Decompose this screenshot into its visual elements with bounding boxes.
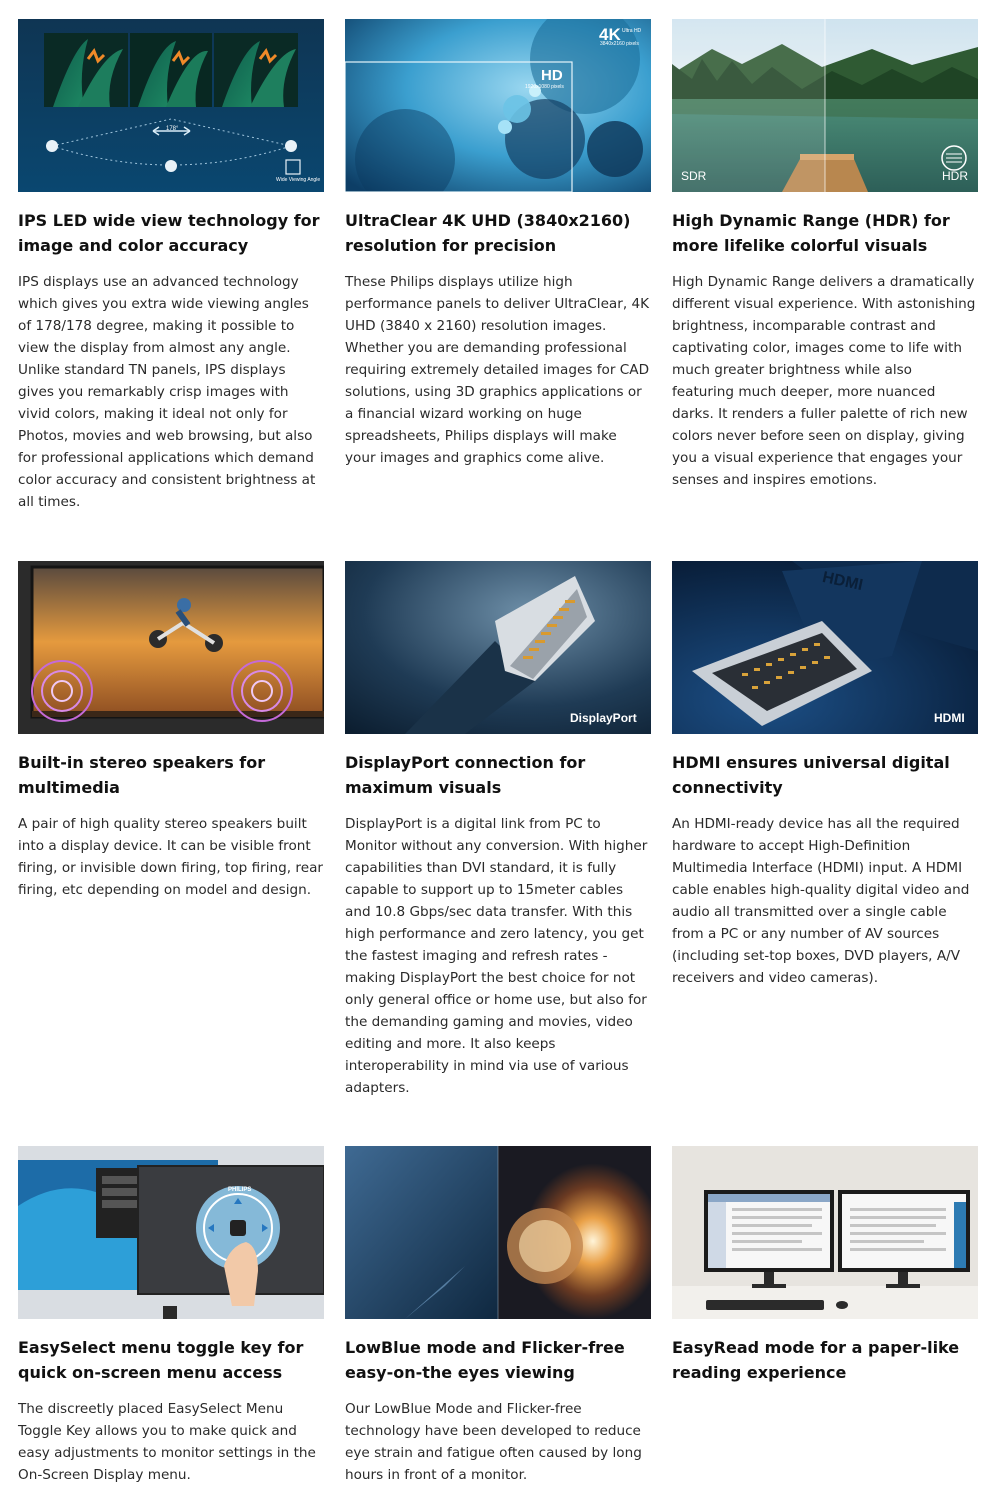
feature-description: High Dynamic Range delivers a dramatically different visual experience. With astonishing brightness, incomparable contrast and captivating color, images come to life with much greater brightness while also featuring much deeper, more nuanced darks. It renders a fuller palette of rich new colors never before seen on display, giving you a visual experience that engages your senses and inspires emotions. (672, 274, 976, 488)
feature-card-easyselect (18, 1146, 324, 1486)
displayport-image (345, 561, 651, 734)
feature-card-4k (345, 19, 651, 469)
feature-title: LowBlue mode and Flicker-free easy-on-the eyes viewing (345, 1338, 625, 1382)
feature-title: UltraClear 4K UHD (3840x2160) resolution for precision (345, 211, 631, 255)
lowblue-flicker-free-image (345, 1146, 651, 1319)
feature-title: HDMI ensures universal digital connectivity (672, 753, 950, 797)
feature-description: These Philips displays utilize high performance panels to deliver UltraClear, 4K UHD (3840 x 2160) resolution images. Whether you are demanding professional requiring extremely detailed images for CAD solutions, using 3D graphics applications or a financial wizard working on huge spreadsheets, Philips displays will make your images and graphics come alive. (345, 274, 650, 466)
hdr-comparison-image (672, 19, 978, 192)
feature-title: DisplayPort connection for maximum visuals (345, 753, 586, 797)
badge-4k-res: 3840x2160 pixels (600, 41, 639, 47)
feature-card-displayport (345, 561, 651, 1099)
philips-brand: PHILIPS (228, 1187, 252, 1193)
badge-4k-sub: Ultra HD (622, 28, 642, 34)
uhd-resolution-image (345, 19, 651, 192)
wide-viewing-caption: Wide Viewing Angle (276, 177, 321, 183)
feature-card-easyread (672, 1146, 978, 1398)
feature-card-lowblue (345, 1146, 651, 1486)
feature-description: The discreetly placed EasySelect Menu Toggle Key allows you to make quick and easy adjustments to monitor settings in the On-Screen Display menu. (18, 1401, 316, 1483)
feature-description: DisplayPort is a digital link from PC to Monitor without any conversion. With higher capabilities than DVI standard, it is fully capable to support up to 15meter cables and 10.8 Gbps/sec data transfer. With this high performance and zero latency, you get the fastest imaging and refresh rates - making DisplayPort the best choice for not only general office or home use, but also for the demanding gaming and movies, video editing and more. It also keeps interoperability in mind via use of various adapters. (345, 816, 648, 1096)
feature-title: IPS LED wide view technology for image and color accuracy (18, 211, 320, 255)
feature-description: IPS displays use an advanced technology which gives you extra wide viewing angles of 178/178 degree, making it possible to view the display from almost any angle. Unlike standard TN panels, IPS displays gives you remarkably crisp images with vivid colors, making it ideal not only for Photos, movies and web browsing, but also for professional applications which demand color accuracy and consistent brightness at all times. (18, 274, 316, 510)
hdmi-connector-text: HDMI (820, 568, 865, 595)
stereo-speakers-image (18, 561, 324, 734)
feature-title: Built-in stereo speakers for multimedia (18, 753, 266, 797)
hdr-label: HDR (942, 169, 968, 183)
feature-title: High Dynamic Range (HDR) for more lifelike colorful visuals (672, 211, 950, 255)
feature-title: EasySelect menu toggle key for quick on-screen menu access (18, 1338, 304, 1382)
feature-card-hdmi (672, 561, 978, 989)
badge-hd: HD (541, 67, 563, 84)
feature-description: A pair of high quality stereo speakers built into a display device. It can be visible front firing, or invisible down firing, top firing, rear firing, etc depending on model and design. (18, 816, 324, 898)
easyselect-image (18, 1146, 324, 1319)
ips-wide-view-image (18, 19, 324, 192)
easyread-image (672, 1146, 978, 1319)
feature-card-hdr (672, 19, 978, 491)
angle-label: 178° (166, 126, 179, 132)
badge-hd-res: 1920x1080 pixels (525, 84, 564, 90)
feature-card-speakers (18, 561, 324, 901)
hdmi-image (672, 561, 978, 734)
feature-card-ips (18, 19, 324, 513)
feature-title: EasyRead mode for a paper-like reading experience (672, 1338, 960, 1382)
hdmi-label: HDMI (934, 711, 965, 725)
badge-4k: 4K (599, 25, 621, 44)
feature-description: Our LowBlue Mode and Flicker-free technology have been developed to reduce eye strain and fatigue often caused by long hours in front of a monitor. (345, 1401, 642, 1483)
feature-description: An HDMI-ready device has all the required hardware to accept High-Definition Multimedia Interface (HDMI) input. A HDMI cable enables high-quality digital video and audio all transmitted over a single cable from a PC or any number of AV sources (including set-top boxes, DVD players, A/V receivers and video cameras). (672, 816, 970, 986)
sdr-label: SDR (681, 169, 707, 183)
displayport-label: DisplayPort (570, 711, 637, 725)
